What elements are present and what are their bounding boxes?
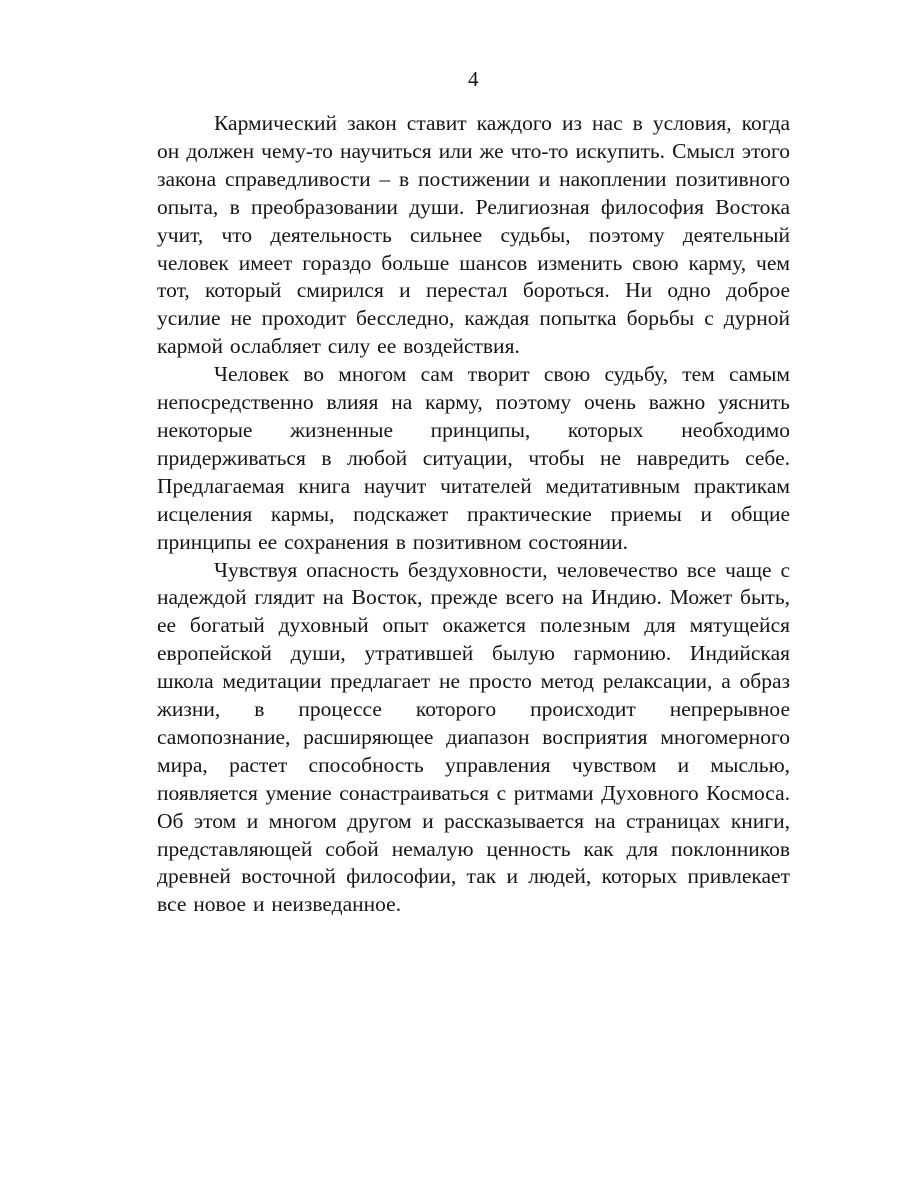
paragraph-looking-east: Чувствуя опасность бездуховности, человечество все чаще с надеждой глядит на Восток, прежде всего на Индию. Может быть, ее богатый духовный опыт окажется полезным для мятущейся европейской души, утратившей былую гармонию. Индийская школа медитации предлагает не просто метод релаксации, а образ жизни, в процессе которого происходит непрерывное самопознание, расширяющее диапазон восприятия многомерного мира, растет способность управления чувством и мыслью, появляется умение сонастраиваться с ритмами Духовного Космоса. Об этом и многом другом и рассказывается на страницах книги, представляющей собой немалую ценность как для поклонников древней восточной философии, так и людей, которых привлекает все новое и неизведанное. [157,557,790,917]
body-text [157,110,790,919]
page-number: 4 [468,67,479,91]
paragraph-man-creates-fate: Человек во многом сам творит свою судьбу, тем самым непосредственно влияя на карму, поэтому очень важно уяснить некоторые жизненные принципы, которых необходимо придерживаться в любой ситуации, чтобы не навредить себе. Предлагаемая книга научит читателей медитативным практикам исцеления кармы, подскажет практические приемы и общие принципы ее сохранения в позитивном состоянии. [157,362,790,554]
paragraph-karmic-law: Кармический закон ставит каждого из нас в условия, когда он должен чему-то научиться или же что-то искупить. Смысл этого закона справедливости – в постижении и накоплении позитивного опыта, в преобразовании души. Религиозная философия Востока учит, что деятельность сильнее судьбы, поэтому деятельный человек имеет гораздо больше шансов изменить свою карму, чем тот, который смирился и перестал бороться. Ни одно доброе усилие не проходит бесследно, каждая попытка борьбы с дурной кармой ослабляет силу ее воздействия. [157,111,790,359]
